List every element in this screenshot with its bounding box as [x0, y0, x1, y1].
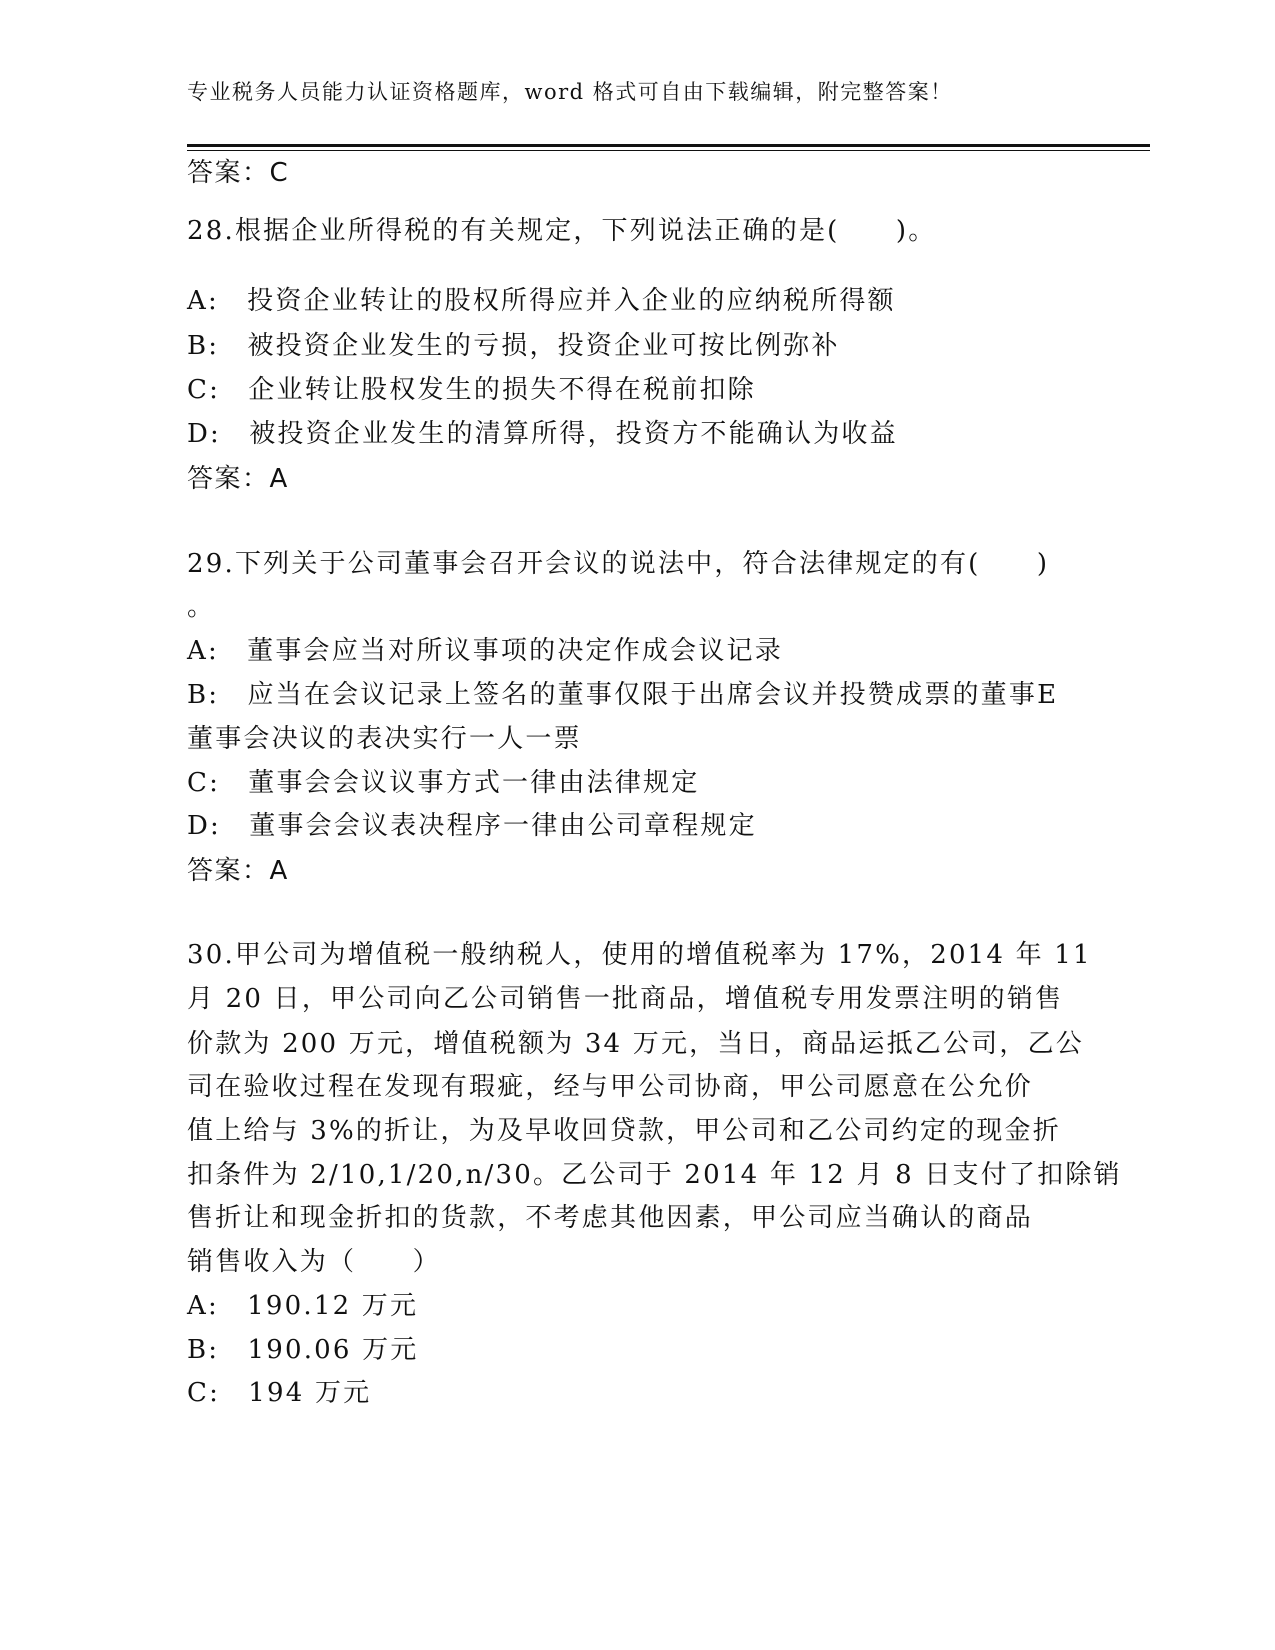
question-30-stem-line-3: 价款为 200 万元，增值税额为 34 万元，当日，商品运抵乙公司，乙公	[187, 1029, 1084, 1059]
question-29-stem-cont: 。	[187, 592, 216, 622]
question-30-option-c: C: 194 万元	[187, 1378, 372, 1408]
page-header: 专业税务人员能力认证资格题库，word 格式可自由下载编辑，附完整答案！	[187, 80, 953, 104]
question-28-option-d: D: 被投资企业发生的清算所得，投资方不能确认为收益	[187, 419, 898, 449]
question-30-stem-line-4: 司在验收过程在发现有瑕疵，经与甲公司协商，甲公司愿意在公允价	[187, 1072, 1034, 1102]
question-30-option-a: A: 190.12 万元	[187, 1291, 419, 1321]
question-29-option-b: B: 应当在会议记录上签名的董事仅限于出席会议并投赞成票的董事E	[187, 680, 1059, 710]
question-28-stem: 28.根据企业所得税的有关规定，下列说法正确的是( )。	[187, 216, 937, 246]
question-29-option-c: C: 董事会会议议事方式一律由法律规定	[187, 768, 700, 798]
question-28-option-b: B: 被投资企业发生的亏损，投资企业可按比例弥补	[187, 331, 840, 361]
question-28-option-c: C: 企业转让股权发生的损失不得在税前扣除	[187, 375, 756, 405]
question-30-stem-line-6: 扣条件为 2/10,1/20,n/30。乙公司于 2014 年 12 月 8 日支付了扣除销	[187, 1160, 1122, 1190]
question-30-stem-line-2: 月 20 日，甲公司向乙公司销售一批商品，增值税专用发票注明的销售	[187, 984, 1064, 1014]
question-28-answer: 答案：A	[187, 464, 289, 494]
question-30-stem-line-8: 销售收入为（ ）	[187, 1247, 441, 1277]
question-29-option-e: 董事会决议的表决实行一人一票	[187, 724, 582, 754]
question-29-answer: 答案：A	[187, 856, 289, 886]
question-28-option-a: A: 投资企业转让的股权所得应并入企业的应纳税所得额	[187, 286, 896, 316]
previous-answer: 答案：C	[187, 158, 290, 188]
question-30-stem-line-5: 值上给与 3%的折让，为及早收回贷款，甲公司和乙公司约定的现金折	[187, 1116, 1061, 1146]
header-rule-thick	[187, 144, 1150, 147]
question-30-option-b: B: 190.06 万元	[187, 1335, 419, 1365]
question-29-option-d: D: 董事会会议表决程序一律由公司章程规定	[187, 811, 757, 841]
header-rule-thin	[187, 150, 1150, 151]
question-30-stem-line-7: 售折让和现金折扣的货款，不考虑其他因素，甲公司应当确认的商品	[187, 1203, 1034, 1233]
question-29-option-a: A: 董事会应当对所议事项的决定作成会议记录	[187, 636, 783, 666]
question-29-stem: 29.下列关于公司董事会召开会议的说法中，符合法律规定的有( )	[187, 549, 1050, 579]
question-30-stem-line-1: 30.甲公司为增值税一般纳税人，使用的增值税率为 17%，2014 年 11	[187, 940, 1092, 970]
